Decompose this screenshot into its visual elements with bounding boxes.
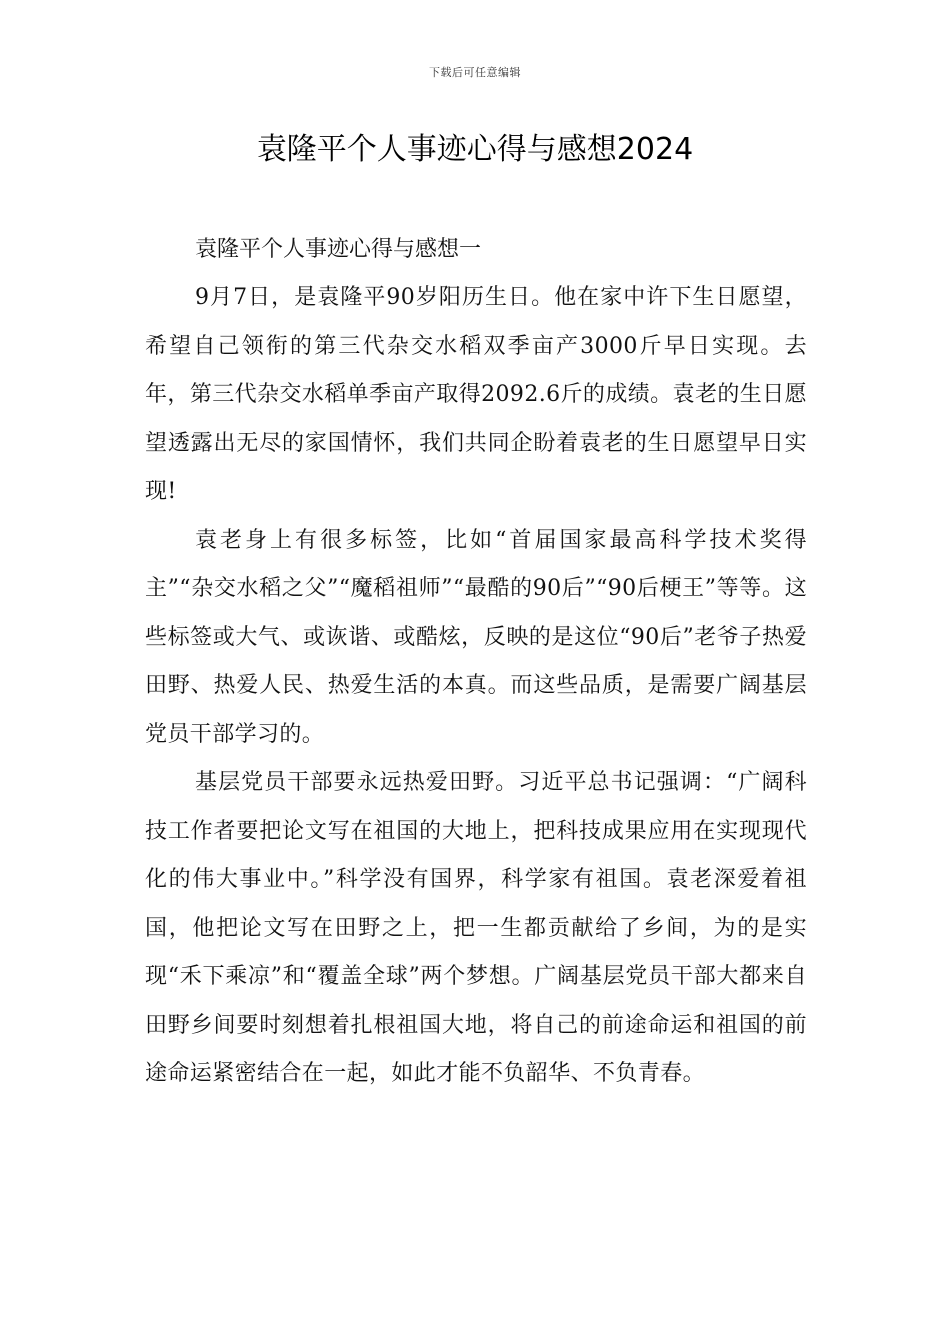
paragraph-2: 袁老身上有很多标签，比如“首届国家最高科学技术奖得主”“杂交水稻之父”“魔稻祖师”“最酷的90后”“90后梗王”等等。这些标签或大气、或诙谐、或酷炫，反映的是这位“90后”老爷子热爱田野、热爱人民、热爱生活的本真。而这些品质，是需要广阔基层党员干部学习的。	[145, 527, 807, 747]
page-header-note: 下载后可任意编辑	[429, 66, 521, 79]
paragraph-3: 基层党员干部要永远热爱田野。习近平总书记强调：“广阔科技工作者要把论文写在祖国的大地上，把科技成果应用在实现现代化的伟大事业中。”科学没有国界，科学家有祖国。袁老深爱着祖国，他把论文写在田野之上，把一生都贡献给了乡间，为的是实现“禾下乘凉”和“覆盖全球”两个梦想。广阔基层党员干部大都来自田野乡间要时刻想着扎根祖国大地，将自己的前途命运和祖国的前途命运紧密结合在一起，如此才能不负韶华、不负青春。	[145, 770, 807, 1086]
paragraph-1: 9月7日，是袁隆平90岁阳历生日。他在家中许下生日愿望，希望自己领衔的第三代杂交水稻双季亩产3000斤早日实现。去年，第三代杂交水稻单季亩产取得2092.6斤的成绩。袁老的生日愿望透露出无尽的家国情怀，我们共同企盼着袁老的生日愿望早日实现!	[145, 285, 807, 504]
document-title: 袁隆平个人事迹心得与感想2024	[256, 132, 694, 167]
section-subheading: 袁隆平个人事迹心得与感想一	[195, 237, 482, 262]
document-body	[145, 226, 807, 1099]
